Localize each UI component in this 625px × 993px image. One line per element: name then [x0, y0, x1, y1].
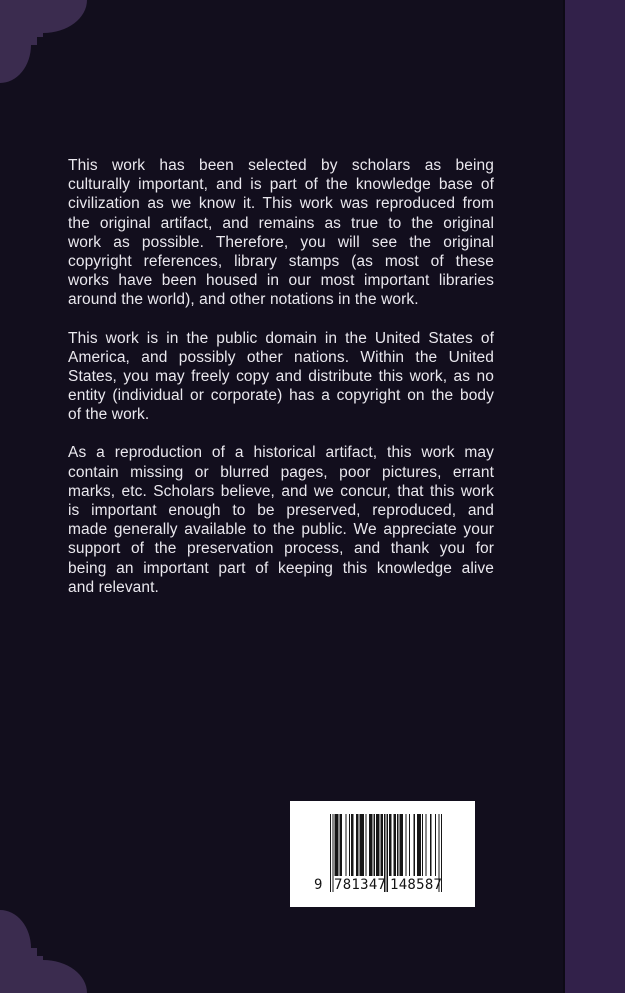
text-line: As a reproduction of a historical artifact, this work may — [68, 444, 494, 462]
barcode-digit: 3 — [360, 877, 369, 893]
text-line: works have been housed in our most important libraries — [68, 272, 494, 290]
barcode-digit: 8 — [407, 877, 416, 893]
text-line: being an important part of keeping this knowledge alive — [68, 559, 494, 577]
text-line: contain missing or blurred pages, poor pictures, errant — [68, 463, 494, 481]
corner-ornament-top-left — [0, 0, 88, 84]
barcode-digit: 7 — [377, 877, 386, 893]
barcode-digit: 7 — [334, 877, 343, 893]
paragraph — [68, 329, 494, 425]
paragraph — [68, 443, 494, 597]
barcode-digit: 4 — [368, 877, 378, 893]
barcode — [290, 801, 475, 907]
text-line: culturally important, and is part of the knowledge base of — [68, 176, 494, 194]
paragraph — [68, 156, 494, 310]
spine-edge — [563, 0, 625, 993]
text-line: support of the preservation process, and thank you for — [68, 540, 494, 558]
text-line: made generally available to the public. We appreciate your — [68, 521, 494, 539]
barcode-digit: 1 — [351, 877, 360, 893]
text-line: America, and possibly other nations. Within the United — [68, 348, 494, 366]
text-line: States, you may freely copy and distribute this work, as no — [68, 367, 494, 385]
barcode-group-2 — [390, 877, 442, 893]
text-line: and relevant. — [68, 578, 159, 596]
text-line: of the work. — [68, 406, 150, 424]
corner-ornament-bottom-left — [0, 905, 88, 993]
text-line: This work is in the public domain in the United States of — [68, 329, 494, 347]
text-line: the original artifact, and remains as true to the original — [68, 214, 494, 232]
barcode-digit: 1 — [390, 877, 399, 893]
text-line: copyright references, library stamps (as most of these — [68, 252, 494, 270]
barcode-digit: 8 — [424, 877, 434, 893]
text-line: marks, etc. Scholars believe, and we concur, that this work — [68, 482, 494, 500]
text-line: work as possible. Therefore, you will see the original — [68, 233, 494, 251]
barcode-digit: 8 — [342, 877, 352, 893]
text-line: civilization as we know it. This work was reproduced from — [68, 195, 494, 213]
barcode-digit: 5 — [416, 877, 425, 893]
barcode-group-1 — [334, 877, 386, 893]
barcode-digit-9: 9 — [314, 877, 323, 893]
publisher-notice — [68, 156, 494, 597]
text-line: entity (individual or corporate) has a copyright on the body — [68, 387, 494, 405]
text-line: This work has been selected by scholars as being — [68, 157, 494, 174]
barcode-digit: 4 — [398, 877, 408, 893]
barcode-digit: 7 — [433, 877, 442, 893]
text-line: around the world), and other notations in the work. — [68, 291, 419, 309]
text-line: is important enough to be preserved, reproduced, and — [68, 502, 494, 519]
